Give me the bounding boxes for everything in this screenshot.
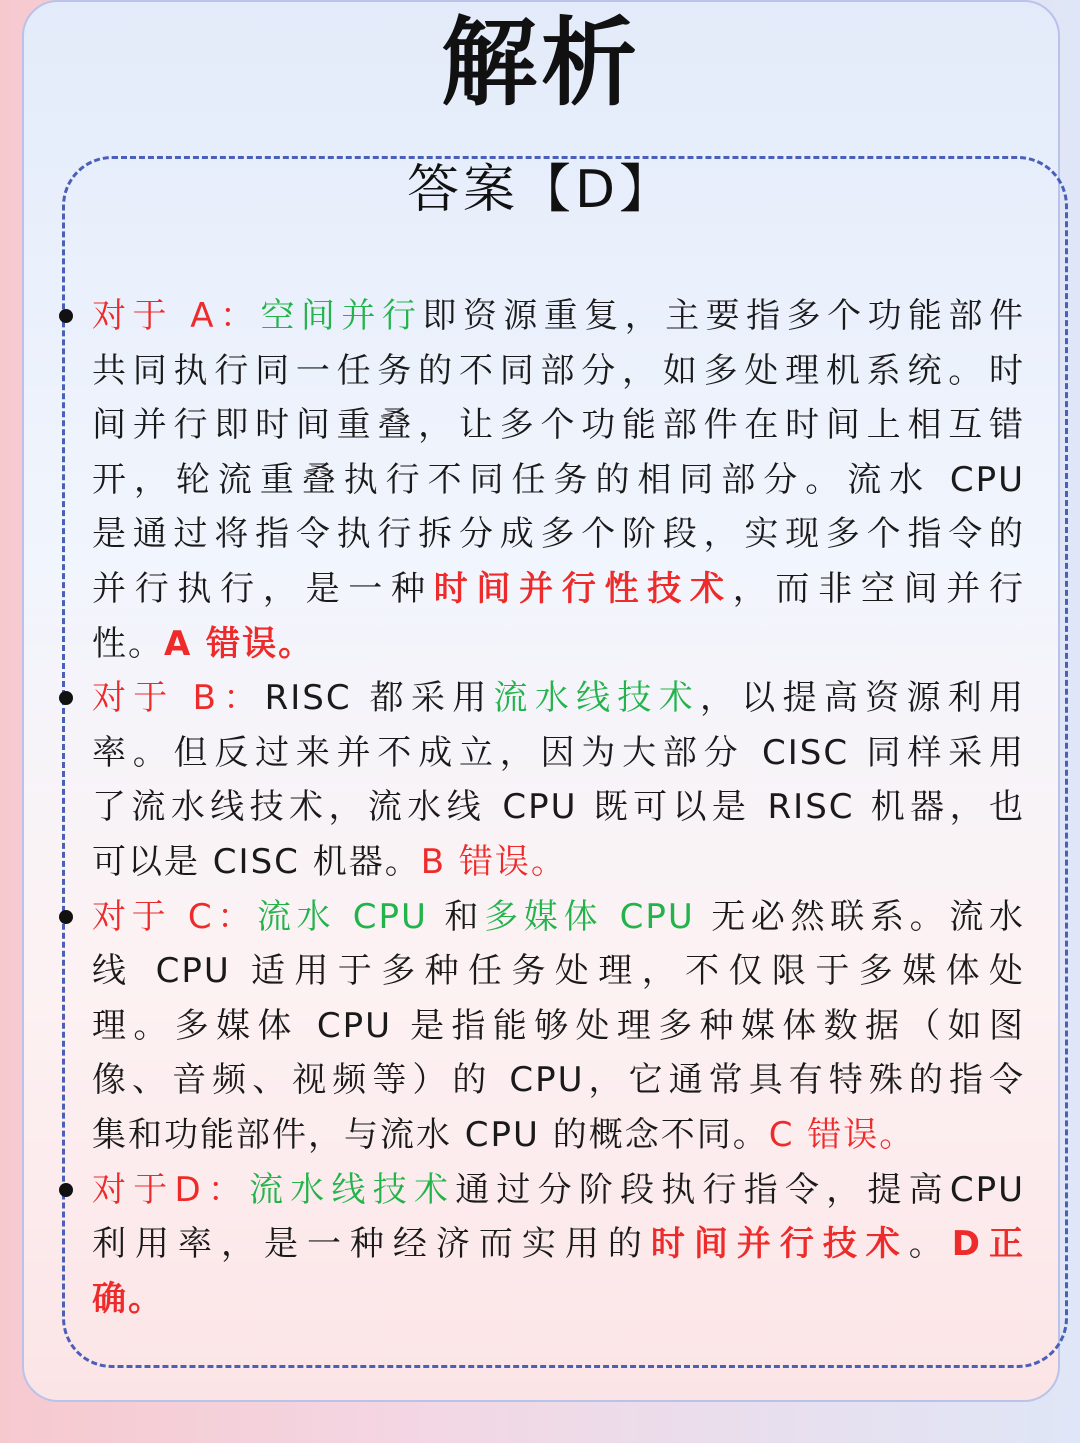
text-segment: 可以是 CISC 机器。 bbox=[92, 841, 421, 882]
text-segment: 和 bbox=[427, 896, 485, 937]
text-segment: C 错误。 bbox=[768, 1114, 916, 1155]
text-line bbox=[92, 944, 1025, 999]
analysis-item bbox=[55, 289, 1025, 671]
text-segment: A 错误。 bbox=[164, 623, 315, 664]
analysis-item bbox=[55, 1163, 1025, 1327]
text-line bbox=[92, 780, 1025, 835]
text-line bbox=[92, 562, 1025, 617]
text-segment: D正 bbox=[951, 1224, 1026, 1265]
text-line bbox=[92, 344, 1025, 399]
text-segment: 并行执行，是一种 bbox=[92, 568, 434, 609]
text-segment: 。 bbox=[908, 1224, 952, 1265]
text-segment: 对于 C： bbox=[92, 896, 257, 937]
text-segment: 集和功能部件，与流水 CPU 的概念不同。 bbox=[92, 1114, 769, 1155]
text-segment: 线 CPU 适用于多种任务处理，不仅限于多媒体处 bbox=[92, 951, 1025, 992]
text-segment: 多媒体 CPU bbox=[484, 896, 695, 937]
text-segment: 时间并行性技术 bbox=[433, 568, 733, 609]
text-segment: 开，轮流重叠执行不同任务的相同部分。流水 CPU bbox=[92, 459, 1025, 500]
text-segment: 时间并行技术 bbox=[650, 1224, 909, 1265]
analysis-item bbox=[55, 671, 1025, 889]
bottom-strip bbox=[22, 1402, 1060, 1443]
text-segment: 对于 A： bbox=[92, 296, 261, 336]
text-segment: 空间并行 bbox=[260, 296, 423, 336]
page-title: 解析 bbox=[441, 7, 641, 119]
analysis-list bbox=[55, 289, 1025, 1326]
answer-heading: 答案【D】 bbox=[406, 160, 676, 220]
text-segment: 共同执行同一任务的不同部分，如多处理机系统。时 bbox=[92, 350, 1025, 391]
text-line bbox=[92, 617, 1025, 672]
text-segment: 对于D： bbox=[92, 1169, 250, 1210]
text-segment: 了流水线技术，流水线 CPU 既可以是 RISC 机器，也 bbox=[92, 787, 1025, 828]
bullet-dot bbox=[59, 910, 73, 924]
text-segment: ，以提高资源利用 bbox=[700, 678, 1026, 719]
text-segment: 流水线技术 bbox=[249, 1169, 456, 1210]
text-segment: 率。但反过来并不成立，因为大部分 CISC 同样采用 bbox=[92, 732, 1025, 773]
text-segment: 像、音频、视频等）的 CPU，它通常具有特殊的指令 bbox=[92, 1060, 1025, 1101]
text-line bbox=[92, 671, 1025, 726]
text-segment: ，而非空间并行 bbox=[732, 568, 1026, 609]
text-line bbox=[92, 398, 1025, 453]
text-segment: 是通过将指令执行拆分成多个阶段，实现多个指令的 bbox=[92, 514, 1025, 555]
text-line bbox=[92, 1053, 1025, 1108]
text-segment: 流水线技术 bbox=[493, 678, 700, 719]
text-line bbox=[92, 835, 1025, 890]
text-segment: 即资源重复，主要指多个功能部件 bbox=[422, 296, 1026, 336]
text-segment: 性。 bbox=[92, 623, 164, 664]
text-segment: 利用率，是一种经济而实用的 bbox=[92, 1224, 651, 1265]
text-line bbox=[92, 999, 1025, 1054]
text-segment: 对于 B： bbox=[92, 678, 265, 719]
bullet-dot bbox=[59, 691, 73, 705]
text-segment: 无必然联系。流水 bbox=[694, 896, 1026, 937]
text-line bbox=[92, 1217, 1025, 1272]
text-line bbox=[92, 507, 1025, 562]
text-segment: 间并行即时间重叠，让多个功能部件在时间上相互错 bbox=[92, 405, 1025, 446]
text-line bbox=[92, 890, 1025, 945]
text-line bbox=[92, 1108, 1025, 1163]
text-line bbox=[92, 289, 1025, 344]
bullet-dot bbox=[59, 1183, 73, 1197]
text-line bbox=[92, 1272, 1025, 1327]
text-segment: 确。 bbox=[92, 1278, 164, 1319]
text-segment: 理。多媒体 CPU 是指能够处理多种媒体数据（如图 bbox=[92, 1005, 1025, 1046]
text-segment: 通过分阶段执行指令，提高CPU bbox=[455, 1169, 1026, 1210]
text-line bbox=[92, 726, 1025, 781]
analysis-item bbox=[55, 890, 1025, 1163]
text-segment: B 错误。 bbox=[420, 841, 567, 882]
text-segment: 流水 CPU bbox=[256, 896, 428, 937]
text-segment: RISC 都采用 bbox=[264, 678, 494, 719]
text-line bbox=[92, 1163, 1025, 1218]
bullet-dot bbox=[59, 309, 73, 323]
text-line bbox=[92, 453, 1025, 508]
